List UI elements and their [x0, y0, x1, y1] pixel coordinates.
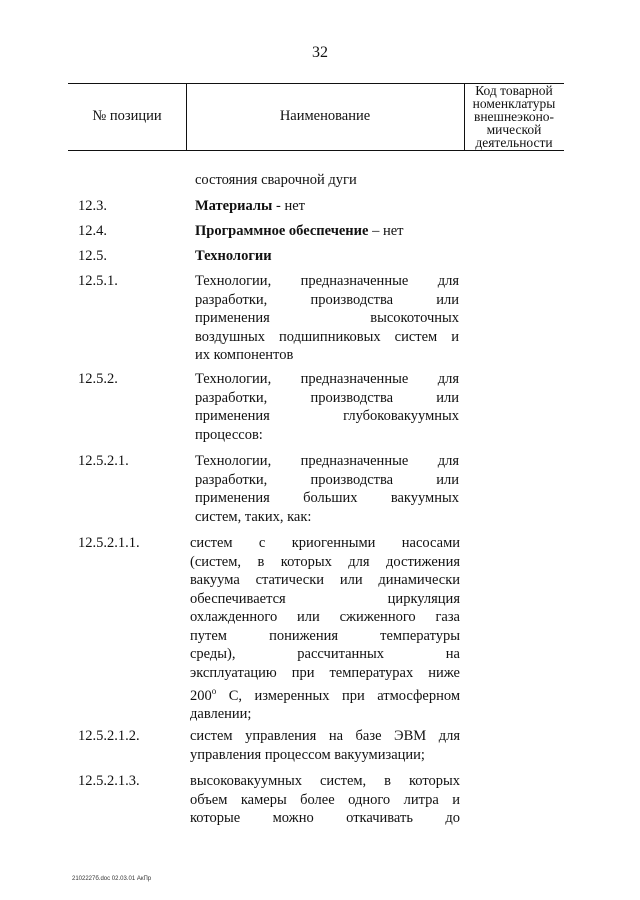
entry-number: 12.5.2.	[78, 371, 118, 387]
entry-text	[195, 452, 459, 526]
text-line: объем камеры более одного литра и	[190, 791, 460, 808]
text-line: разработки, производства или	[195, 389, 459, 406]
item-number: 12.3.	[78, 198, 107, 214]
entry-number: 12.5.2.1.2.	[78, 728, 140, 744]
text-line: управления процессом вакуумизации;	[190, 746, 425, 763]
text-line: путем понижения температуры	[190, 627, 460, 644]
text-line: воздушных подшипниковых систем и	[195, 328, 459, 345]
entry-number: 12.5.2.1.	[78, 453, 129, 469]
item-suffix: - нет	[272, 198, 305, 214]
text-line: применения высокоточных	[195, 310, 459, 326]
text-line: обеспечивается циркуляция	[190, 590, 460, 607]
text-line: разработки, производства или	[195, 291, 459, 308]
header-name: Наименование	[279, 108, 371, 124]
file-footer: 2102227б.doc 02.03.01 АкПр	[72, 876, 152, 882]
entry-text	[190, 534, 460, 724]
text-line: их компонентов	[195, 347, 294, 363]
text-line: разработки, производства или	[195, 471, 459, 488]
degree-sign: o	[211, 686, 217, 696]
item-number: 12.5.	[78, 248, 107, 264]
table-header	[68, 83, 564, 151]
temperature-value: 200	[190, 687, 212, 704]
text-line: вакуума статически или динамически	[190, 572, 460, 588]
entry-text	[190, 727, 460, 764]
text-line: процессов:	[195, 426, 263, 443]
item-suffix: – нет	[368, 223, 404, 239]
text-line: применения глубоковакуумных	[195, 408, 459, 424]
entry-text	[195, 370, 459, 444]
header-code-line: мической	[486, 122, 542, 137]
entry-number: 12.5.2.1.1.	[78, 535, 140, 551]
text-line: применения больших вакуумных	[195, 490, 459, 506]
header-code	[464, 84, 564, 149]
entry-text	[195, 272, 459, 365]
text-line: систем с криогенными насосами	[190, 535, 460, 551]
text-line: Технологии, предназначенные для	[195, 453, 459, 469]
header-code-line: Код товарной	[475, 83, 553, 98]
text-line: которые можно откачивать до	[190, 810, 460, 826]
text-line: среды), рассчитанных на	[190, 646, 460, 662]
header-code-line: внешнеэконо-	[473, 109, 555, 124]
text-line: эксплуатацию при температурах ниже	[190, 664, 460, 681]
temperature-text: С, измеренных при атмосферном	[216, 687, 460, 704]
entry-text	[190, 772, 460, 828]
text-line: охлажденного или сжиженного газа	[190, 609, 460, 625]
text-line: давлении;	[190, 706, 252, 723]
header-code-line: деятельности	[475, 135, 553, 150]
header-code-line: номенклатуры	[472, 96, 556, 111]
text-line: высоковакуумных систем, в которых	[190, 773, 460, 789]
header-position: № позиции	[92, 108, 162, 124]
item-title: Материалы	[195, 198, 273, 214]
text-line: систем, таких, как:	[195, 508, 312, 525]
text-line: Технологии, предназначенные для	[195, 371, 459, 387]
text-line: (систем, в которых для достижения	[190, 553, 460, 570]
item-number: 12.4.	[78, 223, 107, 239]
entry-number: 12.5.2.1.3.	[78, 773, 140, 789]
text-line: систем управления на базе ЭВМ для	[190, 728, 460, 744]
item-title: Программное обеспечение	[195, 223, 369, 239]
continuation-text: состояния сварочной дуги	[195, 172, 357, 188]
page-number: 32	[312, 44, 328, 61]
text-line	[190, 682, 460, 705]
entry-number: 12.5.1.	[78, 273, 118, 289]
text-line: Технологии, предназначенные для	[195, 273, 459, 289]
item-title: Технологии	[195, 248, 272, 264]
